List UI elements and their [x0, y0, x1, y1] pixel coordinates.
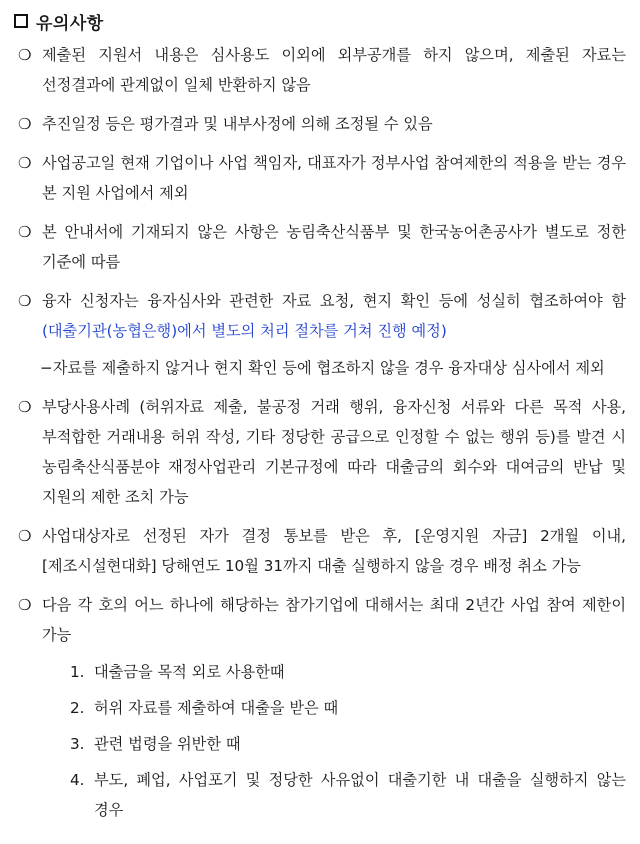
item-number: 2.: [70, 699, 85, 717]
notice-text: [42, 286, 626, 346]
numbered-text: 관련 법령을 위반한 때: [94, 735, 241, 753]
notice-text: 부당사용사례 (허위자료 제출, 불공정 거래 행위, 융자신청 서류와 다른 목적 사용, 부적합한 거래내용 허위 작성, 기타 정당한 공급으로 인정할 수 없는 행위 등)를 발견 시 농림축산식품분야 재정사업관리 기본규정에 따라 대출금의 회수와 대여금의 반납 및 지원의 제한 조치 가능: [42, 398, 626, 506]
numbered-list: [70, 657, 626, 825]
numbered-text: 대출금을 목적 외로 사용한때: [94, 663, 285, 681]
notice-item: [14, 217, 626, 277]
numbered-item: [70, 729, 626, 759]
notice-text: 본 안내서에 기재되지 않은 사항은 농림축산식품부 및 한국농어촌공사가 별도로 정한 기준에 따름: [42, 223, 626, 271]
item-number: 4.: [70, 771, 85, 789]
notice-text: 사업공고일 현재 기업이나 사업 책임자, 대표자가 정부사업 참여제한의 적용을 받는 경우 본 지원 사업에서 제외: [42, 154, 626, 202]
notice-text: 사업대상자로 선정된 자가 결정 통보를 받은 후, [운영지원 자금] 2개월 이내, [제조시설현대화] 당해연도 10월 31까지 대출 실행하지 않을 경우 배정 취소 가능: [42, 527, 626, 575]
numbered-text: 허위 자료를 제출하여 대출을 받은 때: [94, 699, 339, 717]
section-title: 유의사항: [36, 13, 104, 34]
numbered-item: [70, 657, 626, 687]
notice-item: [14, 590, 626, 650]
numbered-item: [70, 693, 626, 723]
circle-bullet-icon: ❍: [18, 398, 32, 416]
checkbox-square-icon: [14, 14, 28, 28]
notice-item: [14, 109, 626, 139]
section-header: [14, 6, 626, 36]
circle-bullet-icon: ❍: [18, 223, 32, 241]
numbered-text: 부도, 폐업, 사업포기 및 정당한 사유없이 대출기한 내 대출을 실행하지 않는 경우: [94, 771, 626, 819]
circle-bullet-icon: ❍: [18, 596, 32, 614]
notice-subitem: [40, 353, 626, 383]
notice-item: [14, 40, 626, 100]
item-number: 1.: [70, 663, 85, 681]
notice-item: [14, 148, 626, 208]
notice-subtext: 자료를 제출하지 않거나 현지 확인 등에 협조하지 않을 경우 융자대상 심사에서 제외: [52, 359, 605, 377]
notice-list: [14, 40, 626, 825]
notice-item: [14, 392, 626, 512]
circle-bullet-icon: ❍: [18, 46, 32, 64]
notice-item: [14, 521, 626, 581]
notice-text: 다음 각 호의 어느 하나에 해당하는 참가기업에 대해서는 최대 2년간 사업 참여 제한이 가능: [42, 596, 626, 644]
circle-bullet-icon: ❍: [18, 527, 32, 545]
numbered-item: [70, 765, 626, 825]
notice-text-main: 융자 신청자는 융자심사와 관련한 자료 요청, 현지 확인 등에 성실히 협조하여야 함: [42, 292, 626, 310]
notice-text: 추진일정 등은 평가결과 및 내부사정에 의해 조정될 수 있음: [42, 115, 433, 133]
circle-bullet-icon: ❍: [18, 115, 32, 133]
item-number: 3.: [70, 735, 85, 753]
dash-marker: −: [40, 359, 53, 377]
circle-bullet-icon: ❍: [18, 292, 32, 310]
highlighted-note: (대출기관(농협은행)에서 별도의 처리 절차를 거쳐 진행 예정): [42, 322, 447, 340]
notice-item: [14, 286, 626, 346]
notice-text: 제출된 지원서 내용은 심사용도 이외에 외부공개를 하지 않으며, 제출된 자료는 선정결과에 관계없이 일체 반환하지 않음: [42, 46, 626, 94]
circle-bullet-icon: ❍: [18, 154, 32, 172]
